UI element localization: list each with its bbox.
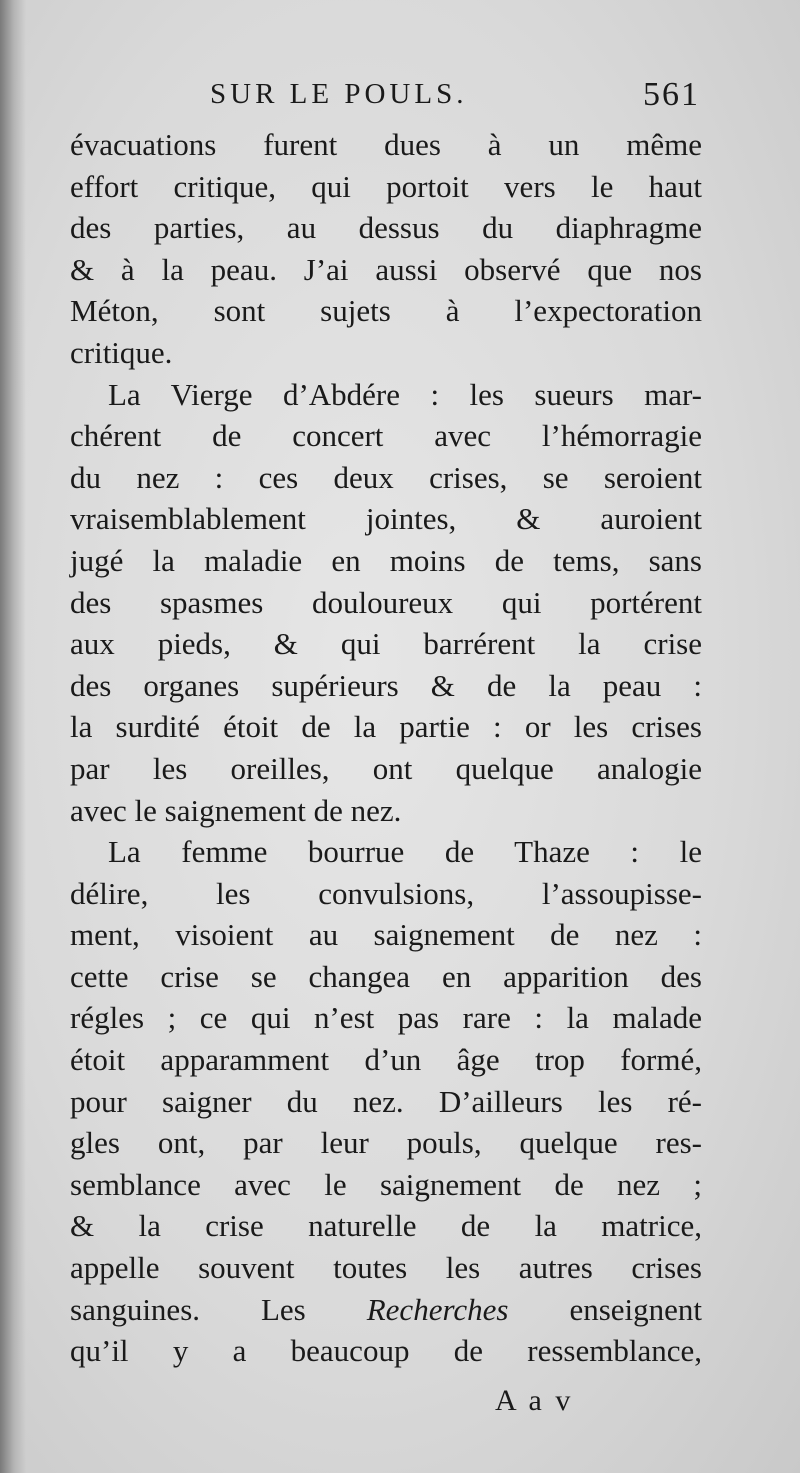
page-header bbox=[70, 78, 700, 118]
signature-mark: A a v bbox=[495, 1384, 574, 1417]
text-line: étoit apparamment d’un âge trop formé, bbox=[70, 1042, 702, 1078]
text-line: évacuations furent dues à un même bbox=[70, 127, 702, 162]
text-line: par les oreilles, ont quelque analogie bbox=[70, 750, 702, 786]
text-line: aux pieds, & qui barrérent la crise bbox=[70, 626, 702, 662]
text-line: régles ; ce qui n’est pas rare : la malade bbox=[70, 1000, 702, 1036]
text-line: du nez : ces deux crises, se seroient bbox=[70, 459, 702, 495]
text-line: délire, les convulsions, l’assoupisse- bbox=[70, 875, 702, 911]
text-line: qu’il y a beaucoup de ressemblance, bbox=[70, 1333, 702, 1369]
text-line-with-emphasis bbox=[70, 1289, 702, 1331]
text-line: chérent de concert avec l’hémorragie bbox=[70, 418, 702, 454]
text-line: ment, visoient au saignement de nez : bbox=[70, 917, 702, 953]
text-line: Méton, sont sujets à l’expectoration bbox=[70, 293, 702, 329]
page-number: 561 bbox=[643, 76, 700, 113]
text-line: effort critique, qui portoit vers le haut bbox=[70, 168, 702, 204]
text-segment: sanguines. Les bbox=[70, 1291, 306, 1327]
text-line: des spasmes douloureux qui portérent bbox=[70, 584, 702, 620]
text-line: gles ont, par leur pouls, quelque res- bbox=[70, 1125, 702, 1161]
text-line: & à la peau. J’ai aussi observé que nos bbox=[70, 251, 702, 287]
emphasized-word: Recherches bbox=[366, 1291, 509, 1327]
text-line: avec le saignement de nez. bbox=[70, 792, 402, 828]
text-line: critique. bbox=[70, 334, 173, 370]
body-text bbox=[70, 124, 702, 1372]
text-line: La Vierge d’Abdére : les sueurs mar- bbox=[108, 376, 702, 412]
text-line: des organes supérieurs & de la peau : bbox=[70, 667, 702, 703]
text-line: cette crise se changea en apparition des bbox=[70, 958, 702, 994]
text-line: des parties, au dessus du diaphragme bbox=[70, 210, 702, 246]
text-line: appelle souvent toutes les autres crises bbox=[70, 1250, 702, 1286]
text-line: La femme bourrue de Thaze : le bbox=[108, 834, 702, 870]
text-line: la surdité étoit de la partie : or les crises bbox=[70, 709, 702, 745]
binding-shadow bbox=[0, 0, 26, 1473]
text-line: semblance avec le saignement de nez ; bbox=[70, 1166, 702, 1202]
text-line: jugé la maladie en moins de tems, sans bbox=[70, 542, 702, 578]
text-line: & la crise naturelle de la matrice, bbox=[70, 1208, 702, 1244]
text-line: pour saigner du nez. D’ailleurs les ré- bbox=[70, 1083, 702, 1119]
text-line: vraisemblablement jointes, & auroient bbox=[70, 501, 702, 537]
running-head: SUR LE POULS. bbox=[210, 78, 468, 110]
text-segment: enseignent bbox=[569, 1291, 703, 1327]
